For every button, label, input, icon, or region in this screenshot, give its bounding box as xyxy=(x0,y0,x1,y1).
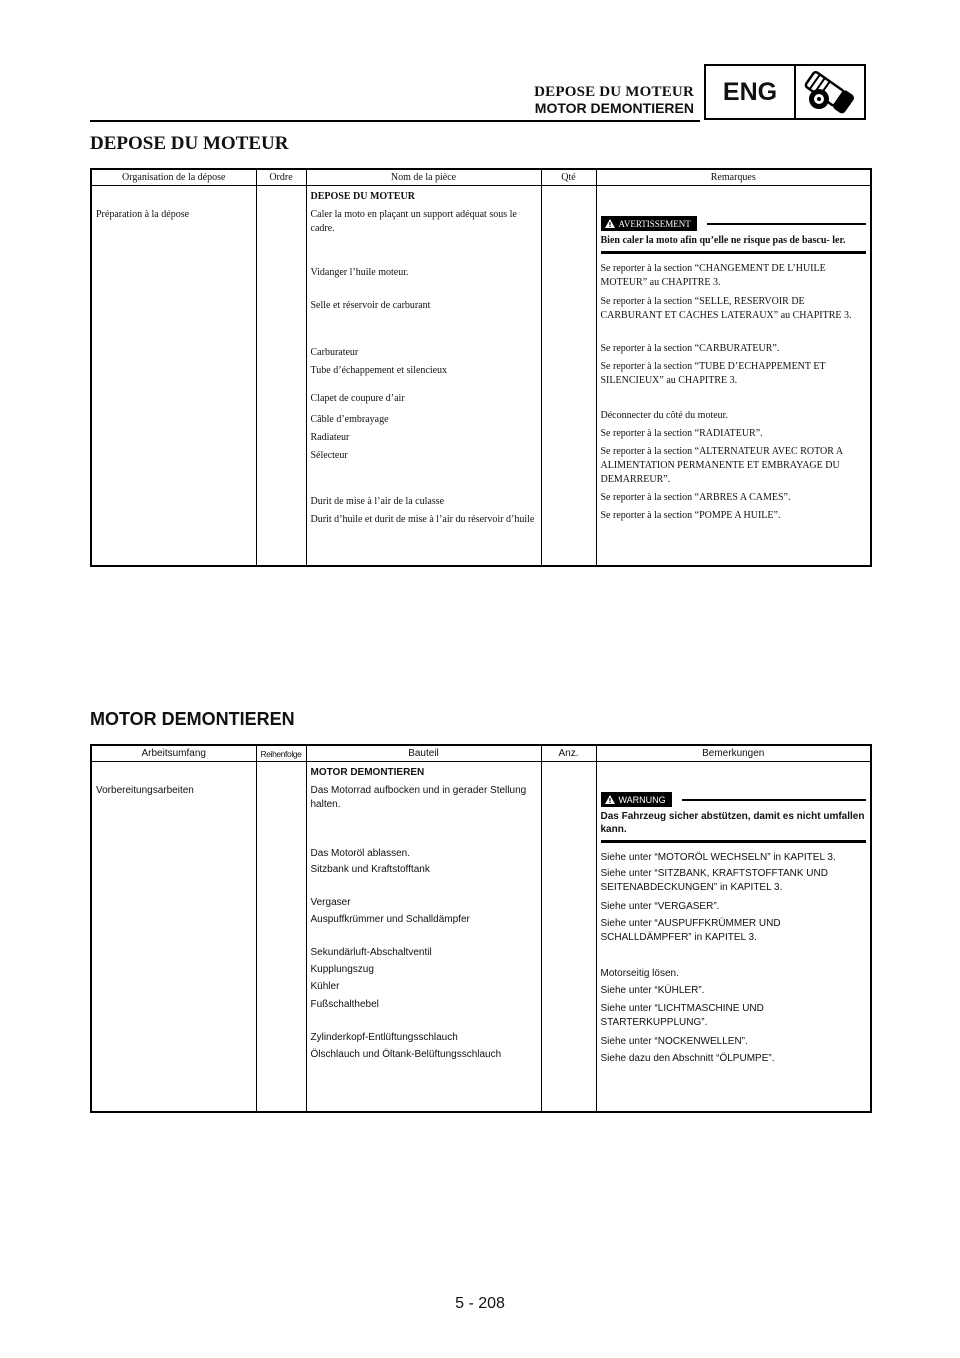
section-title-de: MOTOR DEMONTIEREN xyxy=(90,709,295,729)
subtitle: MOTOR DEMONTIEREN xyxy=(310,767,425,778)
warning-triangle-icon xyxy=(605,795,615,804)
part-step-9: Sélecteur xyxy=(310,450,348,461)
remark-step-10: Se reporter à la section “ARBRES A CAMES”. xyxy=(600,492,791,503)
header-title-fr: DEPOSE DU MOTEUR xyxy=(534,84,694,100)
col-header-bauteil: Bauteil xyxy=(306,745,541,762)
part-step-7: Kupplungszug xyxy=(310,964,374,975)
part-column xyxy=(306,762,541,1112)
table-body-row xyxy=(91,186,871,566)
warning-badge xyxy=(601,792,672,807)
part-step-3: Sitzbank und Kraftstofftank xyxy=(310,864,430,875)
part-step-6: Sekundärluft-Abschaltventil xyxy=(310,947,432,958)
remarks-column xyxy=(596,762,871,1112)
col-header-bemerkungen: Bemerkungen xyxy=(596,745,871,762)
organisation-column xyxy=(91,186,256,566)
col-header-piece: Nom de la pièce xyxy=(306,169,541,186)
table-header-row xyxy=(91,169,871,186)
part-step-7: Câble d’embrayage xyxy=(310,414,389,425)
remark-step-7: Déconnecter du côté du moteur. xyxy=(600,410,728,421)
group-label: Préparation à la dépose xyxy=(96,209,190,220)
remark-step-3: Siehe unter “SITZBANK, KRAFTSTOFFTANK UND SEITENABDECKUNGEN” in KAPITEL 3. xyxy=(600,868,828,893)
chapter-badge xyxy=(704,64,866,120)
section-title-fr: DEPOSE DU MOTEUR xyxy=(90,133,289,154)
part-step-5: Auspuffkrümmer und Schalldämpfer xyxy=(310,914,470,925)
warning-badge xyxy=(601,216,697,231)
remark-step-11: Siehe dazu den Abschnitt “ÖLPUMPE”. xyxy=(600,1053,775,1064)
remark-step-10: Siehe unter “NOCKENWELLEN”. xyxy=(600,1036,748,1047)
part-step-1: Caler la moto en plaçant un support adéquat sous le cadre. xyxy=(310,209,517,234)
scope-column xyxy=(91,762,256,1112)
warning-label: AVERTISSEMENT xyxy=(618,218,691,229)
remark-step-11: Se reporter à la section “POMPE A HUILE”. xyxy=(600,510,781,521)
part-step-3: Selle et réservoir de carburant xyxy=(310,300,431,311)
part-step-11: Ölschlauch und Öltank-Belüftungsschlauch xyxy=(310,1049,502,1060)
table-header-row xyxy=(91,745,871,762)
part-step-2: Vidanger l’huile moteur. xyxy=(310,267,409,278)
qty-column xyxy=(541,762,596,1112)
part-step-6: Clapet de coupure d’air xyxy=(310,393,405,404)
part-step-4: Carburateur xyxy=(310,347,359,358)
warning-text: Bien caler la moto afin qu’elle ne risque pas de bascu- ler. xyxy=(601,234,867,254)
part-step-1: Das Motorrad aufbocken und in gerader Stellung halten. xyxy=(310,785,527,810)
col-header-qte: Qté xyxy=(541,169,596,186)
removal-table-de xyxy=(90,744,872,1113)
part-step-8: Radiateur xyxy=(310,432,350,443)
remark-step-5: Siehe unter “AUSPUFFKRÜMMER UND SCHALLDÄMPFER” in KAPITEL 3. xyxy=(600,918,781,943)
chapter-label: ENG xyxy=(706,66,796,118)
header-title-de: MOTOR DEMONTIEREN xyxy=(534,100,694,116)
warning-block xyxy=(601,216,867,254)
warning-label: WARNUNG xyxy=(618,794,666,805)
group-label: Vorbereitungsarbeiten xyxy=(96,785,194,796)
remark-step-7: Motorseitig lösen. xyxy=(600,968,679,979)
part-step-10: Zylinderkopf-Entlüftungsschlauch xyxy=(310,1032,458,1043)
remark-step-3: Se reporter à la section “SELLE, RESERVOIR DE CARBURANT ET CACHES LATERAUX” au CHAPITRE 3. xyxy=(600,296,852,321)
remark-step-5: Se reporter à la section “TUBE D’ECHAPPEMENT ET SILENCIEUX” au CHAPITRE 3. xyxy=(600,361,826,386)
part-step-10: Durit de mise à l’air de la culasse xyxy=(310,496,445,507)
page-number: 5 - 208 xyxy=(455,1295,505,1312)
table-body-row xyxy=(91,762,871,1112)
remark-step-9: Se reporter à la section “ALTERNATEUR AVEC ROTOR A ALIMENTATION PERMANENTE ET EMBRAYAGE DU DEMARREUR”. xyxy=(600,446,843,485)
part-step-8: Kühler xyxy=(310,981,340,992)
col-header-ordre: Ordre xyxy=(256,169,306,186)
col-header-remarques: Remarques xyxy=(596,169,871,186)
remark-step-8: Siehe unter “KÜHLER”. xyxy=(600,985,705,996)
warning-block xyxy=(601,792,867,843)
col-header-reihenfolge: Reihenfolge xyxy=(256,745,306,762)
remark-step-8: Se reporter à la section “RADIATEUR”. xyxy=(600,428,763,439)
remark-step-2: Se reporter à la section “CHANGEMENT DE L’HUILE MOTEUR” au CHAPITRE 3. xyxy=(600,263,826,288)
qty-column xyxy=(541,186,596,566)
engine-wrench-icon xyxy=(796,66,864,118)
col-header-anz: Anz. xyxy=(541,745,596,762)
part-step-5: Tube d’échappement et silencieux xyxy=(310,365,448,376)
order-column xyxy=(256,762,306,1112)
subtitle: DEPOSE DU MOTEUR xyxy=(310,191,415,202)
part-step-4: Vergaser xyxy=(310,897,351,908)
col-header-arbeitsumfang: Arbeitsumfang xyxy=(91,745,256,762)
remark-step-4: Se reporter à la section “CARBURATEUR”. xyxy=(600,343,780,354)
remark-step-2: Siehe unter “MOTORÖL WECHSELN” in KAPITEL 3. xyxy=(600,852,836,863)
removal-table-fr xyxy=(90,168,872,567)
part-step-9: Fußschalthebel xyxy=(310,999,379,1010)
warning-text: Das Fahrzeug sicher abstützen, damit es nicht umfallen kann. xyxy=(601,810,867,843)
part-column xyxy=(306,186,541,566)
header-rule xyxy=(90,120,700,122)
remark-step-9: Siehe unter “LICHTMASCHINE UND STARTERKUPPLUNG”. xyxy=(600,1003,764,1028)
order-column xyxy=(256,186,306,566)
col-header-organisation: Organisation de la dépose xyxy=(91,169,256,186)
warning-triangle-icon xyxy=(605,219,615,228)
remark-step-4: Siehe unter “VERGASER”. xyxy=(600,901,720,912)
remarks-column xyxy=(596,186,871,566)
part-step-11: Durit d’huile et durit de mise à l’air du réservoir d’huile xyxy=(310,514,535,525)
part-step-2: Das Motoröl ablassen. xyxy=(310,848,410,859)
